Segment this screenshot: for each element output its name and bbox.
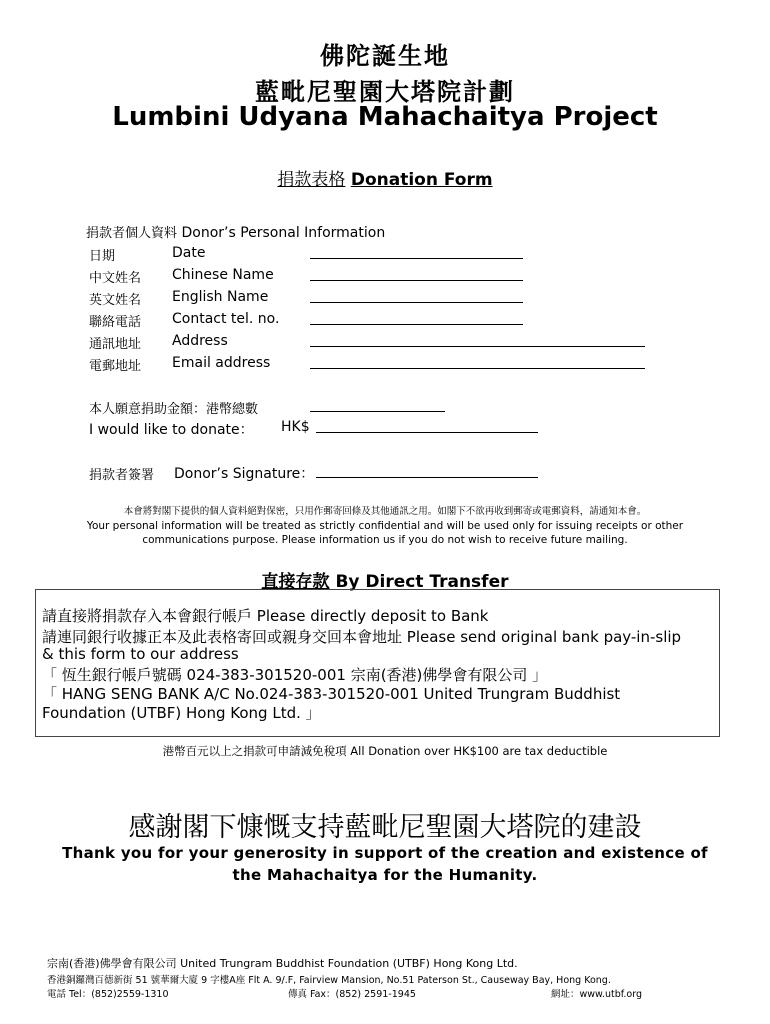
signature-line[interactable] <box>316 477 538 478</box>
footer-address: 香港銅鑼灣百德新街 51 號華爾大廈 9 字樓A座 Flt A. 9/.F, Fairview Mansion, No.51 Paterson St., Causeway Bay, Hong Kong. <box>47 975 611 986</box>
field-label-zh: 電郵地址 <box>89 359 142 374</box>
bank-account-zh: 「 恆生銀行帳戶號碼 024-383-301520-001 宗南(香港)佛學會有限公司 」 <box>42 666 548 684</box>
field-label-en: Date <box>172 245 206 261</box>
transfer-info-box <box>35 589 720 737</box>
date-input-line[interactable] <box>310 258 523 259</box>
field-label-zh: 通訊地址 <box>89 337 142 352</box>
field-label-en: Contact tel. no. <box>172 311 280 327</box>
privacy-notice-zh: 本會將對閣下提供的個人資料絕對保密，只用作郵寄回條及其他通訊之用。如閣下不欲再收到郵寄或電郵資料，請通知本會。 <box>123 506 647 517</box>
personal-info-heading-en: Donor’s Personal Information <box>181 225 386 241</box>
donate-currency: HK$ <box>281 419 310 435</box>
chinese-name-input-line[interactable] <box>310 280 523 281</box>
thanks-en-line-2: the Mahachaitya for the Humanity. <box>232 866 538 884</box>
field-label-zh: 中文姓名 <box>89 271 142 286</box>
form-title <box>0 165 770 190</box>
footer-tel: 電話 Tel：(852)2559-1310 <box>47 989 169 1000</box>
signature-label-zh: 捐款者簽署 <box>89 468 155 483</box>
contact-tel-input-line[interactable] <box>310 324 523 325</box>
english-name-input-line[interactable] <box>310 302 523 303</box>
bank-account-en: 「 HANG SENG BANK A/C No.024-383-301520-001 United Trungram Buddhist <box>42 685 621 703</box>
bank-account-en-2: Foundation (UTBF) Hong Kong Ltd. 」 <box>42 704 321 722</box>
field-label-en: English Name <box>172 289 269 305</box>
privacy-notice-en-2: communications purpose. Please information us if you do not wish to receive future mailing. <box>142 534 628 546</box>
donate-label-en: I would like to donate： <box>89 422 254 438</box>
footer-fax: 傳真 Fax：(852) 2591-1945 <box>288 989 416 1000</box>
footer-org: 宗南(香港)佛學會有限公司 United Trungram Buddhist Foundation (UTBF) Hong Kong Ltd. <box>47 957 518 970</box>
field-label-en: Chinese Name <box>172 267 274 283</box>
privacy-notice-en-1: Your personal information will be treated as strictly confidential and will be used only for issuing receipts or other <box>86 520 684 532</box>
donate-amount-en-line[interactable] <box>316 432 538 433</box>
form-title-en: Donation Form <box>350 170 493 190</box>
tax-deductible-note: 港幣百元以上之捐款可申請減免稅項 All Donation over HK$100 are tax deductible <box>162 744 608 758</box>
field-label-zh: 英文姓名 <box>89 293 142 308</box>
title-chinese-line-2: 藍毗尼聖園大塔院計劃 <box>255 77 515 106</box>
title-chinese-line-1: 佛陀誕生地 <box>320 41 450 70</box>
donate-label-zh: 本人願意捐助金額：港幣總數 <box>89 402 259 417</box>
thanks-en-line-1: Thank you for your generosity in support of the creation and existence of <box>62 844 708 862</box>
thanks-zh: 感謝閣下慷慨支持藍毗尼聖園大塔院的建設 <box>128 812 642 843</box>
transfer-title-zh: 直接存款 <box>261 572 330 592</box>
transfer-title-en: By Direct Transfer <box>335 572 509 592</box>
transfer-instruction-line: & this form to our address <box>42 645 239 663</box>
field-label-zh: 日期 <box>89 249 116 264</box>
field-label-en: Address <box>172 333 228 349</box>
donate-amount-zh-line[interactable] <box>310 411 445 412</box>
address-input-line[interactable] <box>310 346 645 347</box>
field-label-en: Email address <box>172 355 271 371</box>
personal-info-heading-zh: 捐款者個人資料 <box>86 226 178 241</box>
transfer-instruction-line: 請連同銀行收據正本及此表格寄回或親身交回本會地址 Please send original bank pay-in-slip <box>42 628 682 646</box>
title-english: Lumbini Udyana Mahachaitya Project <box>112 102 658 132</box>
transfer-instruction-line: 請直接將捐款存入本會銀行帳戶 Please directly deposit to Bank <box>42 607 489 625</box>
footer-web[interactable]: 網址：www.utbf.org <box>551 989 642 1000</box>
personal-info-heading <box>86 222 385 241</box>
email-input-line[interactable] <box>310 368 645 369</box>
signature-label-en: Donor’s Signature： <box>174 466 315 482</box>
form-title-zh: 捐款表格 <box>277 170 346 190</box>
field-label-zh: 聯絡電話 <box>89 315 142 330</box>
